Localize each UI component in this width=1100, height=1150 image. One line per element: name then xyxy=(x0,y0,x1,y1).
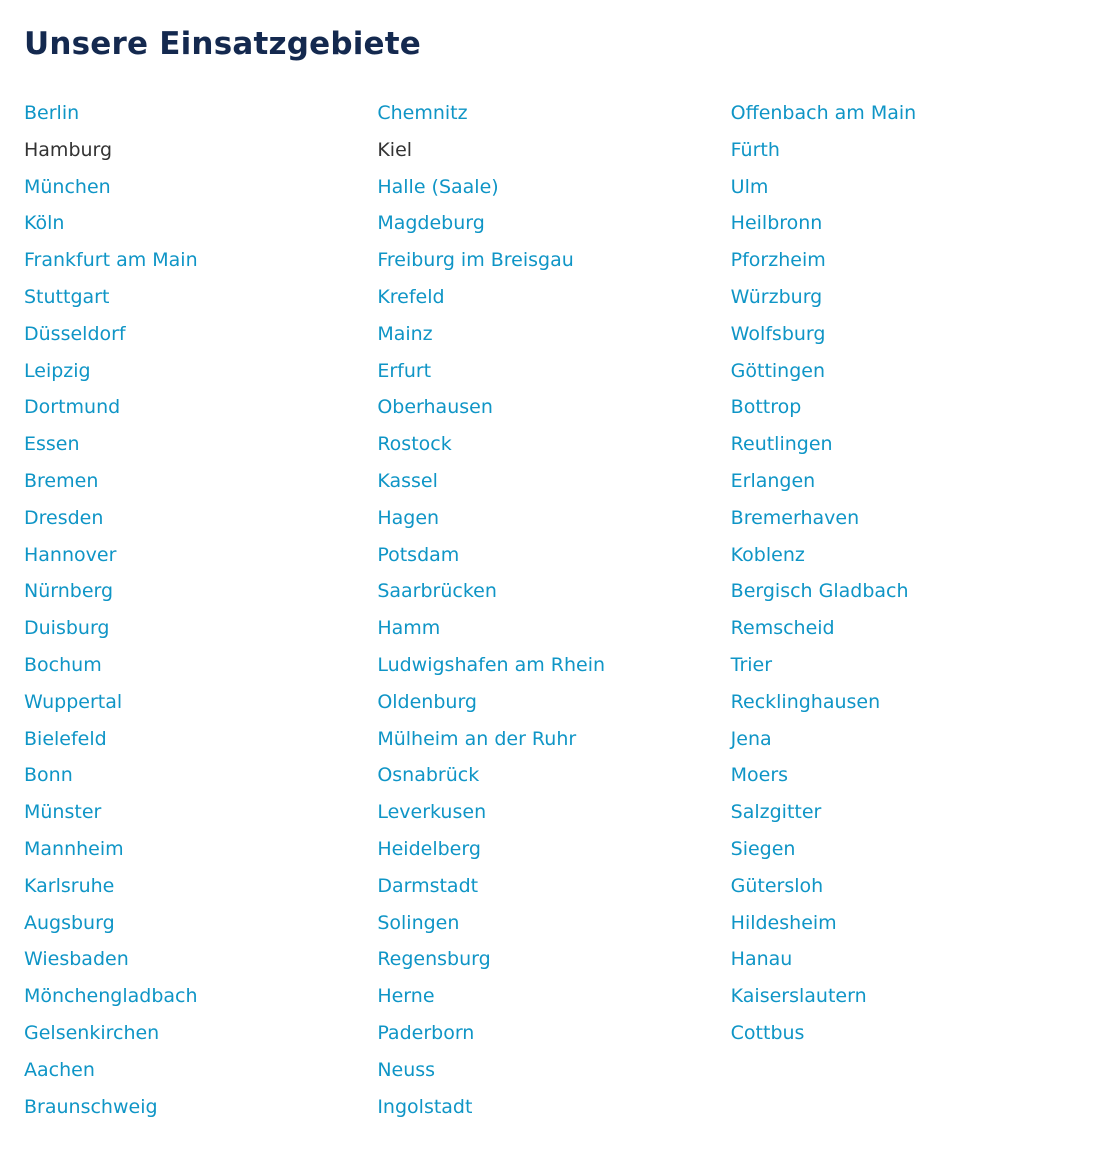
city-link[interactable]: Neuss xyxy=(377,1058,436,1081)
city-list-item xyxy=(24,242,377,279)
city-link[interactable]: Berlin xyxy=(24,102,80,124)
city-link[interactable]: Hildesheim xyxy=(730,911,837,934)
city-link[interactable]: Leipzig xyxy=(24,359,91,382)
city-link[interactable]: Dresden xyxy=(24,506,104,529)
city-link[interactable]: Solingen xyxy=(377,911,460,934)
city-list-item xyxy=(731,95,1084,132)
city-list-item xyxy=(731,353,1084,390)
city-link[interactable]: Saarbrücken xyxy=(377,580,497,603)
city-link[interactable]: Krefeld xyxy=(377,285,445,308)
city-list-item xyxy=(731,132,1084,169)
city-link[interactable]: Münster xyxy=(24,801,102,824)
city-list-item xyxy=(24,721,377,758)
city-list-item xyxy=(731,537,1084,574)
city-label: Hamburg xyxy=(24,138,113,161)
city-link[interactable]: Heilbronn xyxy=(730,212,823,235)
city-link[interactable]: Erfurt xyxy=(377,359,432,382)
city-list-item xyxy=(377,242,730,279)
city-list-item xyxy=(24,647,377,684)
city-list-item xyxy=(731,610,1084,647)
city-list-item xyxy=(24,500,377,537)
city-link[interactable]: Osnabrück xyxy=(377,764,480,787)
city-list-item xyxy=(24,132,377,169)
city-list-item xyxy=(731,647,1084,684)
city-link[interactable]: Remscheid xyxy=(730,617,835,640)
city-column-1 xyxy=(24,95,377,1125)
city-list-item xyxy=(377,794,730,831)
city-list-item xyxy=(24,794,377,831)
city-list-item xyxy=(24,831,377,868)
city-list-item xyxy=(731,794,1084,831)
city-list-item xyxy=(24,95,377,132)
city-list-item xyxy=(24,573,377,610)
city-list-item xyxy=(377,500,730,537)
city-link[interactable]: Stuttgart xyxy=(24,285,110,308)
city-link[interactable]: Ulm xyxy=(730,175,769,198)
city-link[interactable]: Aachen xyxy=(24,1058,95,1081)
city-list-item xyxy=(731,463,1084,500)
city-list-item xyxy=(377,978,730,1015)
city-link[interactable]: Ingolstadt xyxy=(377,1095,473,1118)
city-link[interactable]: Augsburg xyxy=(24,911,115,934)
city-link[interactable]: Düsseldorf xyxy=(24,322,126,345)
city-list-item xyxy=(377,905,730,942)
city-list-item xyxy=(24,868,377,905)
city-link[interactable]: Gütersloh xyxy=(730,874,824,897)
city-link[interactable]: Siegen xyxy=(730,837,796,860)
city-list-item xyxy=(377,279,730,316)
city-list-item xyxy=(377,205,730,242)
city-label: Kiel xyxy=(377,138,413,161)
city-list-item xyxy=(377,721,730,758)
city-list-item xyxy=(731,721,1084,758)
city-link[interactable]: Reutlingen xyxy=(730,433,833,456)
city-list-item xyxy=(731,205,1084,242)
city-list-item xyxy=(377,537,730,574)
city-link[interactable]: Magdeburg xyxy=(377,212,485,235)
city-list-item xyxy=(24,1052,377,1089)
city-list-item xyxy=(24,426,377,463)
city-link[interactable]: Leverkusen xyxy=(377,801,487,824)
city-link[interactable]: Chemnitz xyxy=(377,102,468,124)
city-list-item xyxy=(377,1089,730,1126)
city-list-item xyxy=(731,831,1084,868)
city-list-item xyxy=(24,169,377,206)
city-link[interactable]: Hannover xyxy=(24,543,117,566)
city-link[interactable]: Potsdam xyxy=(377,543,460,566)
city-link[interactable]: Rostock xyxy=(377,433,452,456)
city-list-item xyxy=(731,868,1084,905)
city-list-item xyxy=(377,831,730,868)
city-link[interactable]: Mannheim xyxy=(24,837,124,860)
city-list-item xyxy=(731,1015,1084,1052)
city-list-item xyxy=(377,389,730,426)
city-link[interactable]: Köln xyxy=(24,212,65,235)
city-link[interactable]: Bielefeld xyxy=(24,727,107,750)
city-list-item xyxy=(377,610,730,647)
city-link[interactable]: Pforzheim xyxy=(730,249,826,272)
city-list-item xyxy=(24,205,377,242)
city-list-item xyxy=(731,169,1084,206)
city-link[interactable]: Hagen xyxy=(377,506,440,529)
city-list-item xyxy=(377,132,730,169)
city-list-item xyxy=(24,684,377,721)
page-title: Unsere Einsatzgebiete xyxy=(24,26,422,62)
city-list-item xyxy=(377,353,730,390)
city-columns xyxy=(24,95,1084,1125)
city-link[interactable]: Jena xyxy=(730,727,772,750)
city-link[interactable]: Wuppertal xyxy=(24,690,123,713)
city-link[interactable]: Heidelberg xyxy=(377,837,481,860)
city-link[interactable]: Bonn xyxy=(24,764,73,787)
city-list-item xyxy=(24,316,377,353)
city-link[interactable]: Karlsruhe xyxy=(24,874,115,897)
city-link[interactable]: Erlangen xyxy=(730,469,816,492)
city-list-item xyxy=(377,316,730,353)
city-link[interactable]: Hanau xyxy=(730,948,793,971)
city-link[interactable]: Frankfurt am Main xyxy=(24,249,198,272)
city-link[interactable]: Bottrop xyxy=(730,396,802,419)
city-list-item xyxy=(731,941,1084,978)
city-link[interactable]: Kaiserslautern xyxy=(730,985,867,1008)
city-link[interactable]: Göttingen xyxy=(730,359,826,382)
city-list-item xyxy=(377,426,730,463)
city-link[interactable]: Hamm xyxy=(377,617,441,640)
city-list-item xyxy=(731,978,1084,1015)
city-list-item xyxy=(24,389,377,426)
city-list-item xyxy=(377,647,730,684)
city-column-2 xyxy=(377,95,730,1125)
city-list-item xyxy=(24,1089,377,1126)
city-link[interactable]: Wiesbaden xyxy=(24,948,129,971)
city-list-item xyxy=(24,905,377,942)
city-link[interactable]: Moers xyxy=(730,764,789,787)
city-link[interactable]: München xyxy=(24,175,111,198)
city-link[interactable]: Ludwigshafen am Rhein xyxy=(377,653,606,676)
city-list-item xyxy=(377,573,730,610)
city-link[interactable]: Cottbus xyxy=(730,1021,805,1044)
city-link[interactable]: Mönchengladbach xyxy=(24,985,198,1008)
city-list-item xyxy=(24,941,377,978)
city-link[interactable]: Herne xyxy=(377,985,435,1008)
city-link[interactable]: Duisburg xyxy=(24,617,110,640)
city-list-item xyxy=(731,573,1084,610)
city-list-item xyxy=(377,1015,730,1052)
city-link[interactable]: Wolfsburg xyxy=(730,322,826,345)
city-list-item xyxy=(377,757,730,794)
city-link[interactable]: Würzburg xyxy=(730,285,823,308)
city-link[interactable]: Essen xyxy=(24,433,80,456)
city-list-item xyxy=(377,941,730,978)
city-link[interactable]: Mainz xyxy=(377,322,433,345)
city-list-item xyxy=(731,242,1084,279)
city-list-item xyxy=(24,279,377,316)
city-list-item xyxy=(731,389,1084,426)
city-list-item xyxy=(377,95,730,132)
city-link[interactable]: Regensburg xyxy=(377,948,491,971)
city-list-item xyxy=(377,1052,730,1089)
city-list-item xyxy=(24,463,377,500)
city-list-item xyxy=(24,353,377,390)
city-list-item xyxy=(24,537,377,574)
city-list-item xyxy=(377,463,730,500)
city-link[interactable]: Mülheim an der Ruhr xyxy=(377,727,577,750)
city-link[interactable]: Paderborn xyxy=(377,1021,475,1044)
city-link[interactable]: Trier xyxy=(730,653,773,676)
city-list-item xyxy=(731,316,1084,353)
city-list-item xyxy=(377,169,730,206)
city-list-item xyxy=(24,1015,377,1052)
city-list-item xyxy=(731,279,1084,316)
city-link[interactable]: Kassel xyxy=(377,469,438,492)
city-link[interactable]: Bremen xyxy=(24,469,99,492)
city-link[interactable]: Dortmund xyxy=(24,396,121,419)
city-link[interactable]: Braunschweig xyxy=(24,1095,158,1118)
city-list-item xyxy=(24,978,377,1015)
city-link[interactable]: Offenbach am Main xyxy=(730,102,917,124)
city-link[interactable]: Fürth xyxy=(730,138,780,161)
city-link[interactable]: Recklinghausen xyxy=(730,690,881,713)
city-link[interactable]: Bremerhaven xyxy=(730,506,860,529)
city-link[interactable]: Darmstadt xyxy=(377,874,479,897)
city-list-item xyxy=(24,610,377,647)
city-link[interactable]: Bochum xyxy=(24,653,102,676)
city-column-3 xyxy=(731,95,1084,1125)
city-list-item xyxy=(377,684,730,721)
city-link[interactable]: Halle (Saale) xyxy=(377,175,499,198)
city-link[interactable]: Oldenburg xyxy=(377,690,477,713)
city-link[interactable]: Salzgitter xyxy=(730,801,822,824)
city-link[interactable]: Freiburg im Breisgau xyxy=(377,249,574,272)
city-list-item xyxy=(377,868,730,905)
city-link[interactable]: Bergisch Gladbach xyxy=(730,580,909,603)
city-list-item xyxy=(731,684,1084,721)
city-link[interactable]: Oberhausen xyxy=(377,396,493,419)
city-link[interactable]: Nürnberg xyxy=(24,580,114,603)
city-list-item xyxy=(731,905,1084,942)
city-list-item xyxy=(731,500,1084,537)
city-list-item xyxy=(24,757,377,794)
city-link[interactable]: Koblenz xyxy=(730,543,805,566)
city-link[interactable]: Gelsenkirchen xyxy=(24,1021,160,1044)
city-list-item xyxy=(731,426,1084,463)
city-list-item xyxy=(731,757,1084,794)
